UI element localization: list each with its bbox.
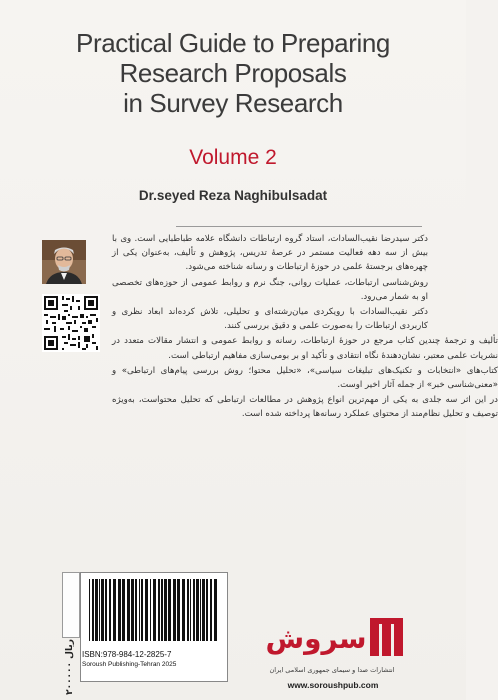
bio-paragraph: در این اثر سه جلدی به یکی از مهم‌ترین انواع پژوهش در مطالعات ارتباطی که تحلیل محتواست، به‌ویژه توصیف و تحلیل نظام‌مند از محتوای عملکرد رسانه‌ها پرداخته شده است. [112,395,498,420]
title-line: Practical Guide to Preparing [76,28,390,58]
publisher-logo [258,612,408,662]
barcode-bar [139,579,140,641]
book-title [0,28,466,118]
barcode-bar [150,579,151,641]
divider [176,226,422,227]
price-label [60,639,80,695]
bio-paragraph: تألیف و ترجمهٔ چندین کتاب مرجع در حوزهٔ ارتباطات، رسانه و روابط عمومی و انتشار مقالات متعدد در نشریات علمی معتبر، نشان‌دهندهٔ نگاه انتقادی و تأکید او بر بومی‌سازی مفاهیم ارتباطی است. [112,336,498,361]
barcode-bar [141,579,143,641]
volume-label: Volume 2 [189,146,277,169]
publisher-imprint: Soroush Publishing-Tehran 2025 [82,661,177,668]
barcode-bar [89,579,90,641]
barcode-bar [177,579,180,641]
barcode-bar [182,579,185,641]
bio-paragraph: روش‌شناسی ارتباطات، عملیات روانی، جنگ نرم و روابط عمومی از حوزه‌های تخصصی او به شمار می‌رود. [112,277,428,302]
isbn-number: ISBN:978-984-12-2825-7 [82,650,172,659]
barcode-bar [127,579,130,641]
barcode-bar [200,579,201,641]
barcode-bar [173,579,176,641]
barcode-bar [190,579,191,641]
barcode [81,573,227,647]
barcode-bar [92,579,94,641]
barcode-bar [118,579,121,641]
barcode-bar [158,579,160,641]
publisher-tagline: انتشارات صدا و سیمای جمهوری اسلامی ایران [269,666,395,674]
barcode-bar [99,579,100,641]
bio-paragraph: کتاب‌های «انتخابات و تکنیک‌های تبلیغات سیاسی»، «تحلیل محتوا؛ روش بررسی پیام‌های ارتباطی» و «معنی‌شناسی خبر» از جمله آثار اخیر اوست. [112,365,498,391]
author-bio [112,232,498,422]
author-photo [42,240,86,284]
barcode-bar [168,579,171,641]
barcode-bar [135,579,137,641]
barcode-bar [187,579,189,641]
author-name: Dr.seyed Reza Naghibulsadat [138,188,328,203]
bio-paragraph: دکتر سیدرضا نقیب‌السادات، استاد گروه ارتباطات دانشگاه علامه طباطبایی است. وی با بیش از سه دهه فعالیت مستمر در عرصهٔ تدریس، پژوهش و تألیف، به‌عنوان یکی از چهره‌های برجستهٔ علمی در حوزهٔ ارتباطات و رسانه شناخته می‌شود. [112,234,428,273]
barcode-bar [202,579,205,641]
barcode-bar [153,579,156,641]
logo-wordmark: سروش [265,622,367,655]
barcode-bar [206,579,208,641]
barcode-bar [161,579,163,641]
price-strip [62,572,80,638]
title-line: Research Proposals [119,58,347,88]
barcode-bar [145,579,148,641]
barcode-bar [122,579,125,641]
qr-code [42,294,100,352]
barcode-bar [210,579,212,641]
barcode-bar [109,579,111,641]
barcode-bar [131,579,134,641]
barcode-bar [95,579,98,641]
bio-paragraph: دکتر نقیب‌السادات با رویکردی میان‌رشته‌ای و تحلیلی، تلاش کرده‌اند ابعاد نظری و کاربردی ارتباطات را به‌صورت علمی و دقیق بررسی کنند. [112,307,428,332]
barcode-bar [105,579,107,641]
barcode-bar [196,579,199,641]
barcode-bar [164,579,167,641]
price-text: ۲۰۰۰۰۰ ریال [65,639,75,695]
barcode-bar [101,579,104,641]
title-line: in Survey Research [123,88,343,118]
barcode-bar [193,579,195,641]
barcode-bar [113,579,116,641]
barcode-bar [214,579,217,641]
publisher-website: www.soroushpub.com [287,680,379,690]
